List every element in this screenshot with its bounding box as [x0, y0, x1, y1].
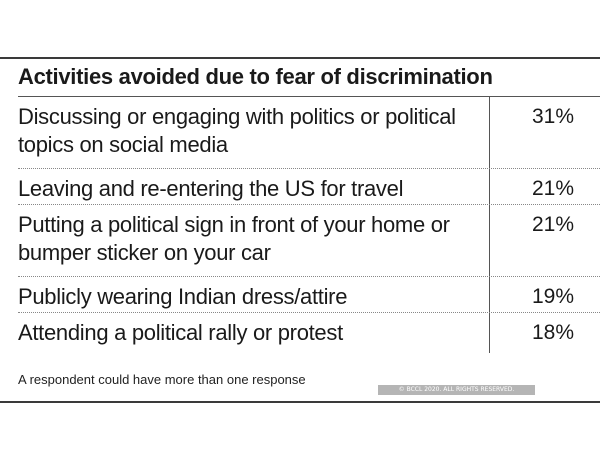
activity-label: Putting a political sign in front of your home or bumper sticker on your car	[18, 205, 490, 276]
table-row	[18, 205, 600, 277]
table-row	[18, 97, 600, 169]
table-row	[18, 277, 600, 313]
data-table	[18, 96, 600, 353]
percentage-value: 21%	[531, 213, 574, 236]
chart-title: Activities avoided due to fear of discrimination	[18, 64, 493, 89]
table-row	[18, 313, 600, 353]
percentage-value: 21%	[531, 177, 574, 200]
table-row	[18, 169, 600, 205]
bottom-rule	[0, 401, 600, 403]
percentage-value: 31%	[531, 105, 574, 128]
footnote: A respondent could have more than one response	[18, 372, 306, 387]
activity-label: Attending a political rally or protest	[18, 313, 490, 353]
top-rule	[0, 57, 600, 59]
percentage-value: 18%	[531, 321, 574, 344]
activity-label: Discussing or engaging with politics or political topics on social media	[18, 97, 490, 168]
activity-label: Leaving and re-entering the US for travel	[18, 169, 490, 204]
percentage-value: 19%	[531, 285, 574, 308]
copyright-credit: © BCCL 2020. ALL RIGHTS RESERVED.	[378, 385, 535, 395]
activity-label: Publicly wearing Indian dress/attire	[18, 277, 490, 312]
